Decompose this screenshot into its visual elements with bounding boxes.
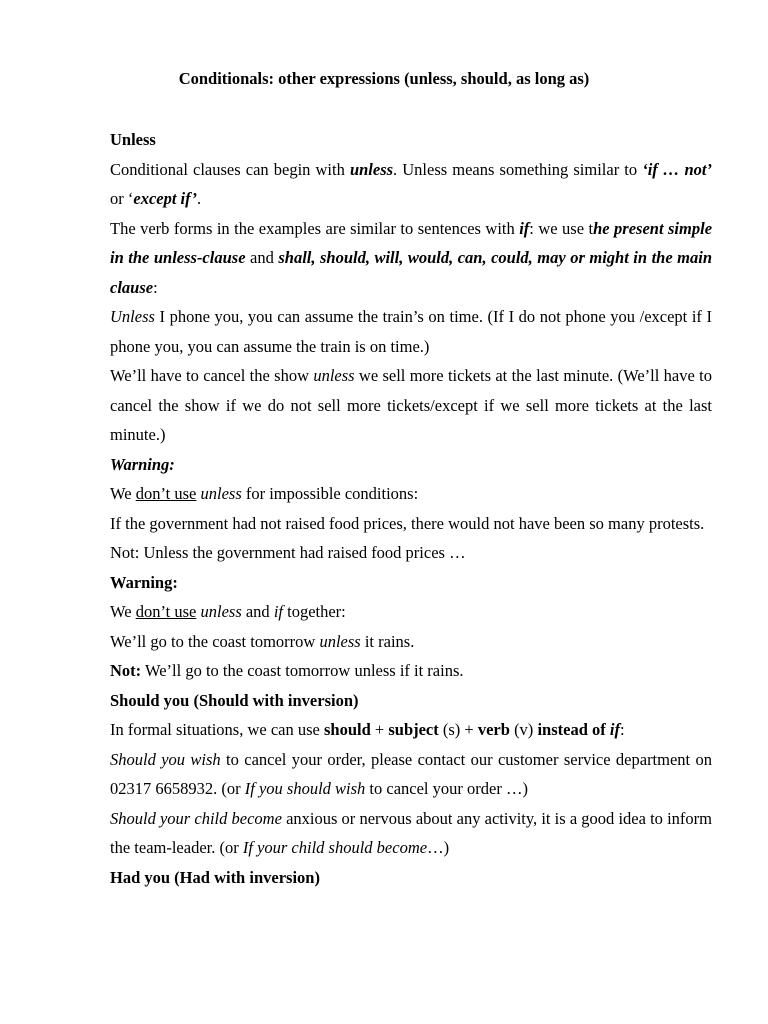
- example-coast: [110, 627, 712, 657]
- emphasis-unless: unless: [200, 484, 242, 503]
- text-run: :: [619, 720, 625, 739]
- emphasis-except-if: except if’: [133, 189, 198, 208]
- text-run: : we use t: [529, 218, 594, 238]
- text-run: to cancel your order …): [365, 779, 528, 798]
- text-run: I phone you, you can assume the train’s on time. (If I do not phone you /except if I phone you, you can assume the train is on time.): [110, 307, 712, 356]
- label-not: Not:: [110, 661, 142, 680]
- text-run: Conditional clauses can begin with: [110, 159, 350, 179]
- example-not-food-prices: Not: Unless the government had raised food prices …: [110, 543, 466, 562]
- warning-label-2: Warning:: [110, 572, 178, 592]
- emphasis-unless: unless: [349, 159, 394, 179]
- text-run: We’ll have to cancel the show: [110, 366, 314, 385]
- page-title: Conditionals: other expressions (unless, should, as long as): [178, 69, 590, 88]
- text-run: we sell more tickets at the last minute. (We’ll have to cancel the show if we do not sell more tickets/except if we sell more tickets at the last minute.): [110, 366, 712, 444]
- emphasis-if: if: [519, 218, 530, 238]
- underlined-dont-use: don’t use: [135, 484, 197, 503]
- text-run: We: [110, 602, 136, 621]
- emphasis-if: if: [273, 602, 283, 621]
- warning-text-impossible: [110, 479, 712, 509]
- text-run: for impossible conditions:: [241, 484, 419, 503]
- emphasis-should-you-wish: Should you wish: [110, 749, 221, 769]
- text-run: . Unless means something similar to: [393, 159, 643, 179]
- text-run: to cancel your order, please contact our customer service department on 02317 6658932. (or: [110, 749, 713, 798]
- text-run: :: [153, 277, 158, 297]
- emphasis-modals: shall, should, will, would, can, could, may or might in the main clause: [110, 248, 712, 297]
- section-heading-had: Had you (Had with inversion): [110, 867, 320, 887]
- text-run: together:: [282, 602, 346, 621]
- text-run: We’ll go to the coast tomorrow unless if it rains.: [141, 661, 464, 680]
- example-should-wish: [110, 745, 712, 804]
- example-cancel-show: [110, 361, 712, 450]
- emphasis-if-you-should-wish: If you should wish: [244, 779, 366, 798]
- document-body: [110, 125, 712, 892]
- emphasis-verb: verb: [477, 720, 510, 739]
- example-food-prices: If the government had not raised food prices, there would not have been so many protests.: [110, 513, 705, 533]
- section-heading-unless: Unless: [110, 130, 156, 149]
- emphasis-subject: subject: [388, 720, 439, 739]
- emphasis-instead-of: instead of: [537, 720, 610, 739]
- emphasis-unless: unless: [313, 366, 355, 385]
- example-should-child: [110, 804, 712, 863]
- warning-label-1: Warning:: [110, 454, 175, 474]
- text-run: In formal situations, we can use: [110, 720, 324, 739]
- paragraph-unless-intro: [110, 155, 712, 214]
- text-run: The verb forms in the examples are similar to sentences with: [110, 218, 520, 238]
- example-not-coast: [110, 656, 712, 686]
- paragraph-should-formal: [110, 715, 712, 745]
- text-run: (s) +: [438, 720, 478, 739]
- emphasis-should-child-become: Should your child become: [110, 808, 282, 828]
- emphasis-should: should: [323, 720, 371, 739]
- text-run: We: [110, 484, 136, 503]
- text-run: +: [370, 720, 389, 739]
- emphasis-if: if: [609, 720, 620, 739]
- emphasis-present-simple: he present simple in the unless-clause: [110, 218, 713, 267]
- emphasis-unless: unless: [200, 602, 242, 621]
- emphasis-if-child-should-become: If your child should become: [242, 838, 428, 857]
- emphasis-unless: Unless: [110, 307, 155, 326]
- emphasis-if-not: ‘if … not’: [642, 159, 712, 179]
- text-run: (v): [509, 720, 538, 739]
- section-heading-should: Should you (Should with inversion): [110, 690, 359, 710]
- text-run: or ‘: [110, 189, 134, 208]
- emphasis-unless: unless: [319, 631, 361, 651]
- text-run: it rains.: [360, 631, 415, 651]
- underlined-dont-use: don’t use: [135, 602, 197, 621]
- example-unless-phone: [110, 302, 712, 361]
- text-run: anxious or nervous about any activity, it is a good idea to inform the team-leader. (or: [110, 808, 712, 857]
- text-run: .: [197, 189, 202, 208]
- text-run: and: [245, 248, 279, 267]
- paragraph-verb-forms: [110, 214, 712, 303]
- warning-text-together: [110, 597, 712, 627]
- text-run: …): [427, 838, 450, 857]
- text-run: We’ll go to the coast tomorrow: [110, 631, 320, 651]
- text-run: and: [241, 602, 274, 621]
